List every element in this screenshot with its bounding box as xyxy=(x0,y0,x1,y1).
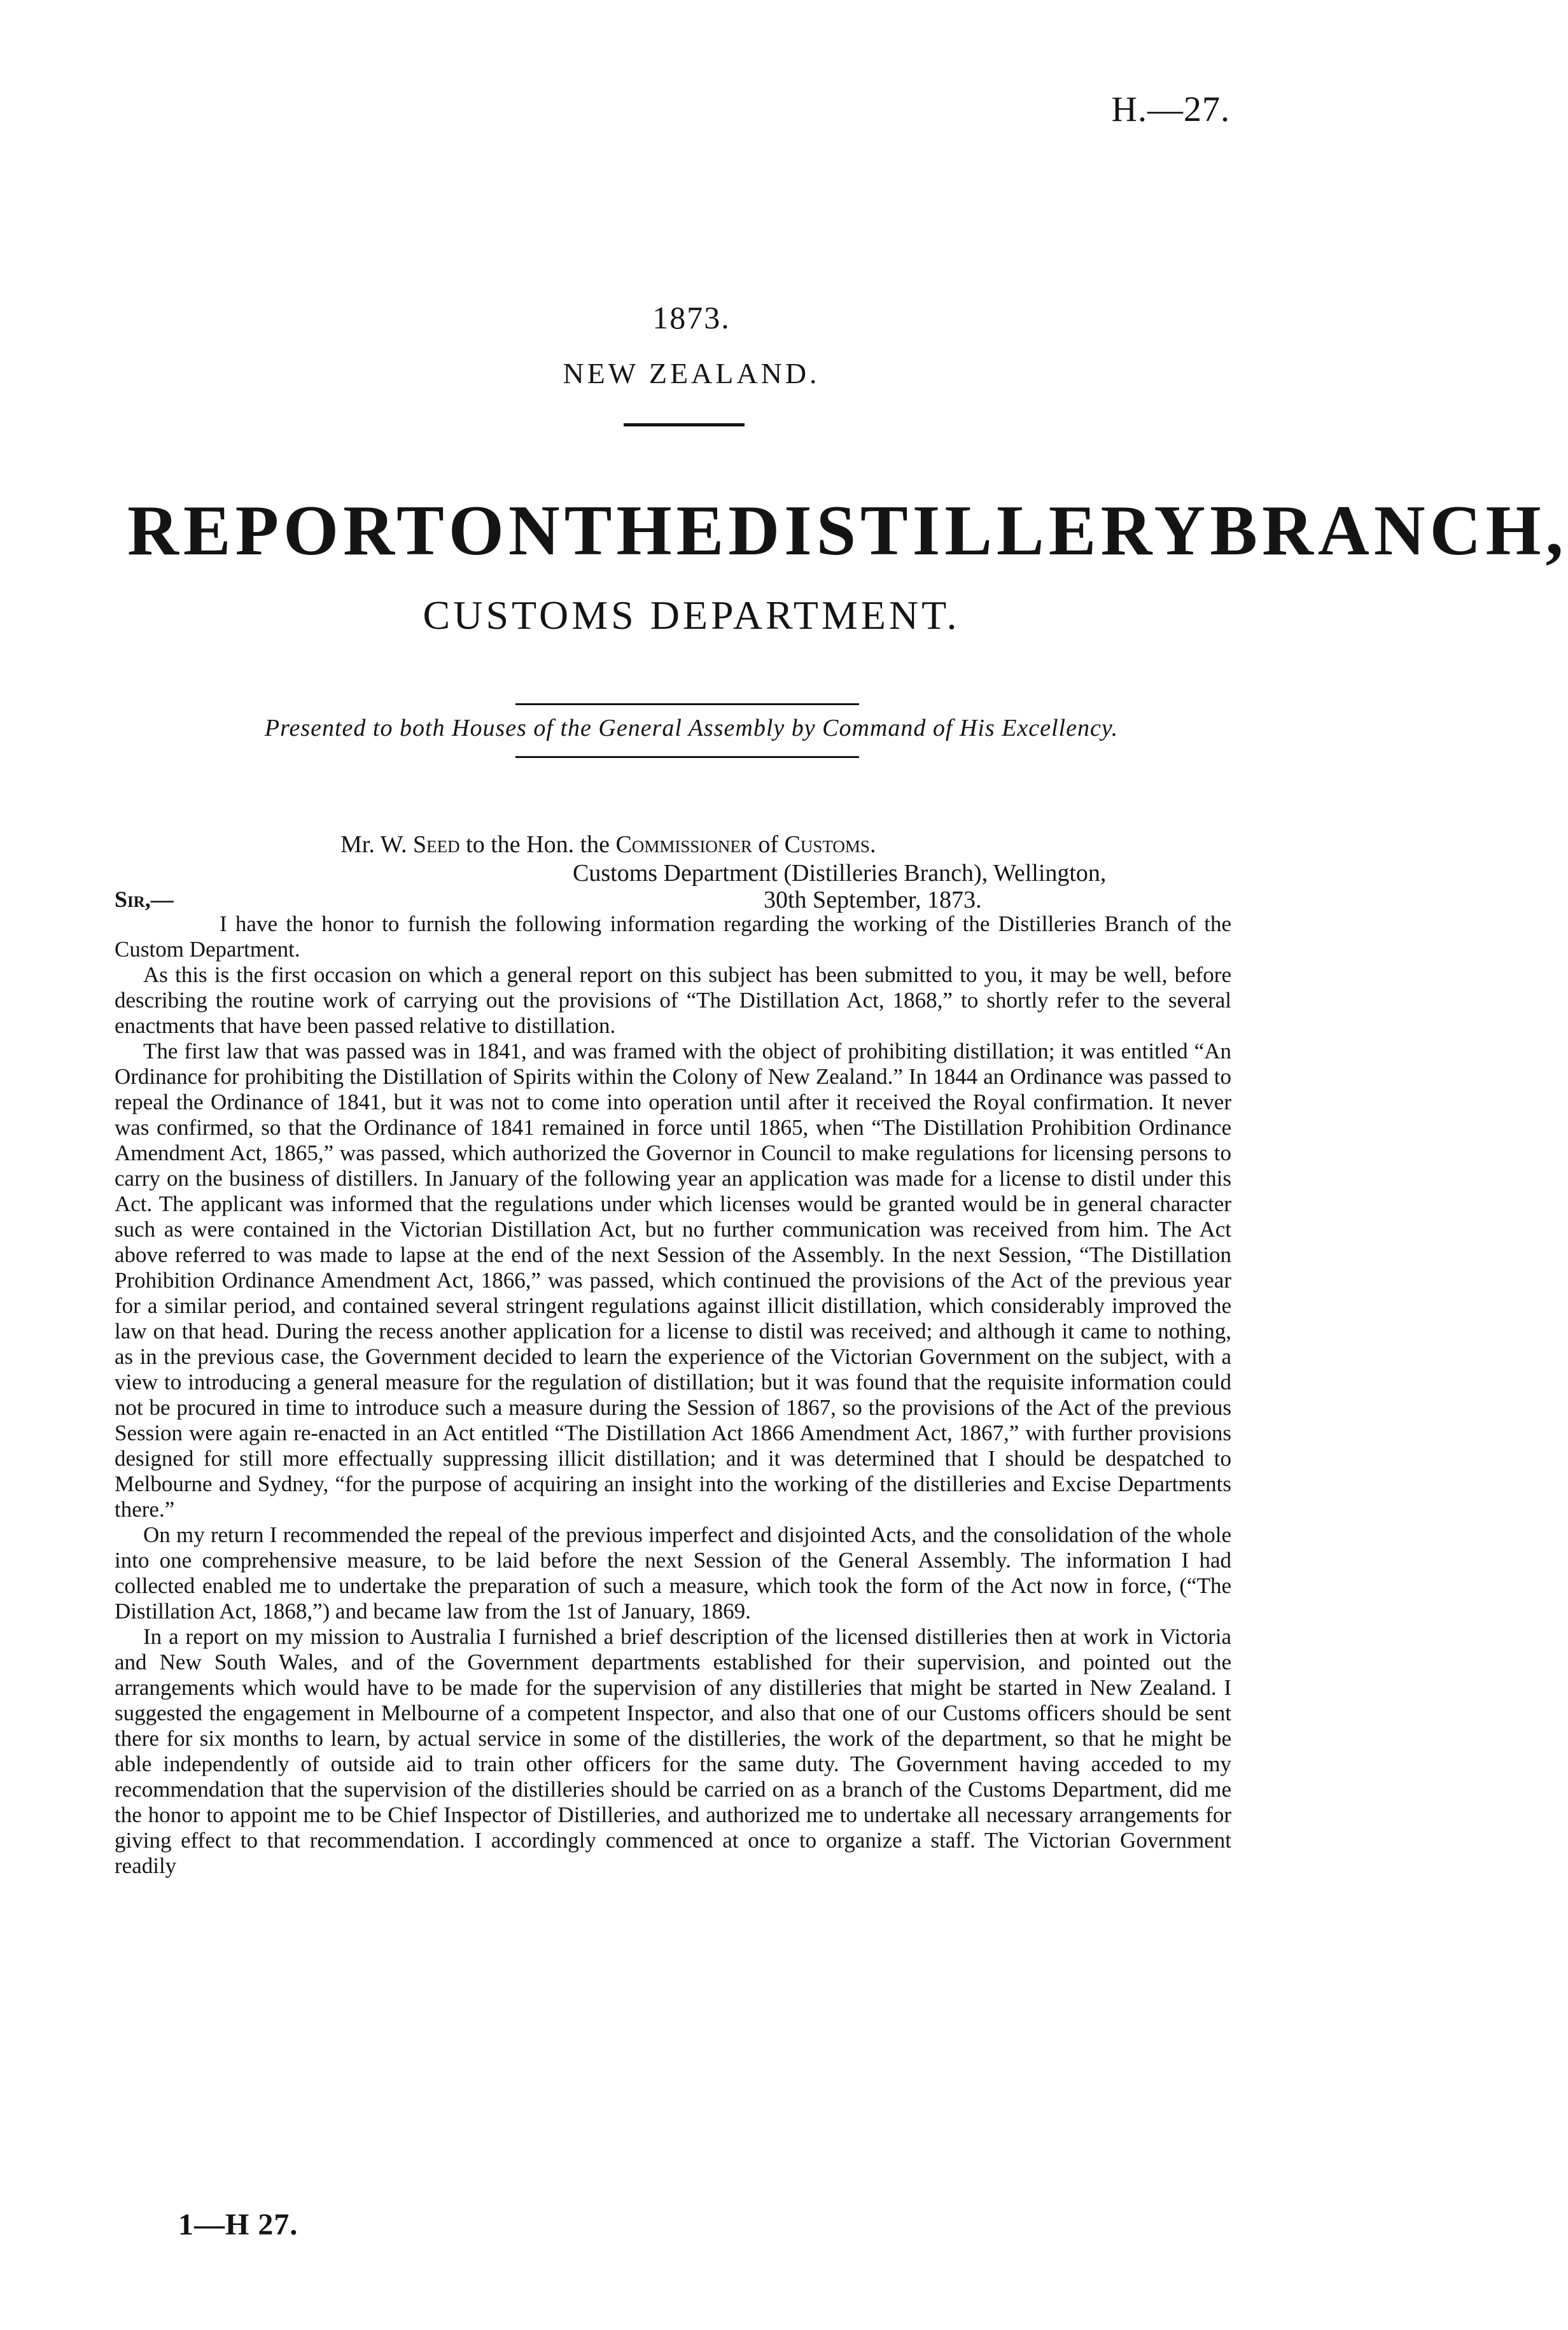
letter-dateline-date: 30th September, 1873. xyxy=(764,887,982,913)
body-paragraph: On my return I recommended the repeal of the previous imperfect and disjointed Acts, and the consolidation of the whole into one comprehensive measure, to be laid before the next Session of the General Assembly. The information I had collected enabled me to undertake the preparation of such a measure, which took the form of the Act now in force, (“The Distillation Act, 1868,”) and became law from the 1st of January, 1869. xyxy=(115,1522,1231,1624)
title-word: THE xyxy=(564,491,729,570)
title-word: BRANCH, xyxy=(1210,491,1568,570)
report-title xyxy=(127,490,1568,572)
presented-rule-bottom xyxy=(515,756,859,758)
report-subtitle: CUSTOMS DEPARTMENT. xyxy=(423,593,960,638)
letter-dateline-place: Customs Department (Distilleries Branch), Wellington, xyxy=(573,860,1107,887)
body-paragraph: In a report on my mission to Australia I furnished a brief description of the licensed distilleries then at work in Victoria and New South Wales, and of the Government departments established for their supervision, and pointed out the arrangements which would have to be made for the supervision of any distilleries that might be started in New Zealand. I suggested the engagement in Melbourne of a competent Inspector, and also that one of our Customs officers should be sent there for six months to learn, by actual service in some of the distilleries, the work of the department, so that he might be able independently of outside aid to train other officers for the same duty. The Government having acceded to my recommendation that the supervision of the distilleries should be carried on as a branch of the Customs Department, did me the honor to appoint me to be Chief Inspector of Distilleries, and authorized me to undertake all necessary arrangements for giving effect to that recommendation. I accordingly commenced at once to organize a staff. The Victorian Government readily xyxy=(115,1624,1231,1878)
presented-line: Presented to both Houses of the General Assembly by Command of His Excellency. xyxy=(264,715,1119,741)
letter-address-line xyxy=(340,831,876,859)
title-word: REPORT xyxy=(127,491,449,570)
body-paragraph: As this is the first occasion on which a general report on this subject has been submitted to you, it may be well, before describing the routine work of carrying out the provisions of “The Distillation Act, 1868,” to shortly refer to the several enactments that have been passed relative to distillation. xyxy=(115,962,1231,1038)
address-of: of xyxy=(752,831,785,858)
recipient-title: Commissioner xyxy=(615,831,752,858)
recipient-department: Customs xyxy=(784,831,870,858)
letter-body xyxy=(115,911,1231,2197)
body-paragraph: The first law that was passed was in 1841, and was framed with the object of prohibiting distillation; it was entitled “An Ordinance for prohibiting the Distillation of Spirits within the Colony of New Zealand.” In 1844 an Ordinance was passed to repeal the Ordinance of 1841, but it was not to come into operation until after it received the Royal confirmation. It never was confirmed, so that the Ordinance of 1841 remained in force until 1865, when “The Distillation Prohibition Ordinance Amendment Act, 1865,” was passed, which authorized the Governor in Council to make regulations for licensing persons to carry on the business of distillers. In January of the following year an application was made for a license to distil under this Act. The applicant was informed that the regulations under which licenses would be granted would be in general character such as were contained in the Victorian Distillation Act, but no further communication was received from him. The Act above referred to was made to lapse at the end of the next Session of the Assembly. In the next Session, “The Distillation Prohibition Ordinance Amendment Act, 1866,” was passed, which continued the provisions of the Act of the previous year for a similar period, and contained several stringent regulations against illicit distillation, which considerably improved the law on that head. During the recess another application for a license to distil was received; and although it came to nothing, as in the previous case, the Government decided to learn the experience of the Victorian Government on the subject, with a view to introducing a general measure for the regulation of distillation; but it was found that the requisite information could not be procured in time to introduce such a measure during the Session of 1867, so the provisions of the Act of the previous Session were again re-enacted in an Act entitled “The Distillation Act 1866 Amendment Act, 1867,” with further provisions designed for still more effectually suppressing illicit distillation; and it was determined that I should be despatched to Melbourne and Sydney, “for the purpose of acquiring an insight into the working of the distilleries and Excise Departments there.” xyxy=(115,1039,1231,1522)
title-word: DISTILLERY xyxy=(728,491,1210,570)
letter-salutation: Sir,— xyxy=(115,887,174,912)
body-paragraph: I have the honor to furnish the following information regarding the working of the Distilleries Branch of the Custom Department. xyxy=(115,911,1231,962)
address-middle: to the Hon. the xyxy=(459,831,616,858)
page-signature-mark: 1—H 27. xyxy=(178,2208,298,2242)
presented-rule-top xyxy=(515,703,859,705)
report-year: 1873. xyxy=(652,300,731,335)
address-prefix: Mr. W. xyxy=(340,831,414,858)
address-end: . xyxy=(869,831,876,858)
paper-reference-number: H.—27. xyxy=(1111,90,1230,129)
sender-name: Seed xyxy=(413,831,460,858)
report-country: NEW ZEALAND. xyxy=(563,357,820,390)
title-divider xyxy=(624,423,745,426)
title-word: ON xyxy=(448,491,564,570)
